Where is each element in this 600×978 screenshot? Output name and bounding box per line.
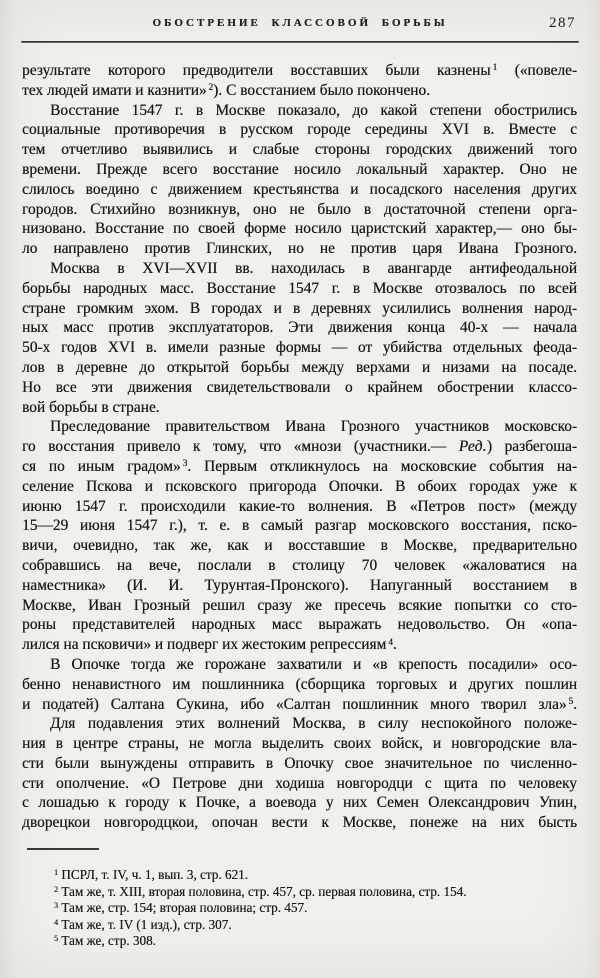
- text-line: В Опочке тогда же горожане захватили и «в крепость посадили» осо-: [50, 655, 577, 673]
- text-line: Москве, Иван Грозный решил сразу же пресечь всякие попытки со сто-: [22, 596, 577, 614]
- footnote-marker: 3: [54, 901, 58, 911]
- page-header: [22, 17, 578, 35]
- footnote-rule: [27, 848, 99, 850]
- text-line: ния в центре страны, не могла выделить своих войск, и новгородские вла-: [22, 735, 577, 753]
- footnote-marker: 4: [54, 917, 58, 927]
- footnote-line: $^2$ Там же, т. XIII, вторая половина, стр. 457, ср. первая половина, стр. 154.: [54, 883, 467, 899]
- text-line: времени. Прежде всего восстание носило локальный характер. Оно не: [22, 160, 577, 178]
- text-line: Для подавления этих волнений Москва, в силу неспокойного положе-: [50, 715, 577, 733]
- text-line: слилось воедино с движением крестьянства и посадского населения других: [22, 180, 577, 198]
- text-line: тех людей имати и казнити» $^2$). С восстанием было покончено.: [22, 81, 430, 99]
- footnote-marker: 2: [208, 82, 214, 93]
- page-number: 287: [549, 15, 576, 31]
- text-line: селение Пскова и псковского пригорода Опочки. В обоих городах уже к: [22, 477, 577, 495]
- text-line: городов. Стихийно возникнув, оно не было в достаточной степени орга-: [22, 200, 577, 218]
- text-line: тем отчетливо выявились и слабые стороны городских движений того: [22, 141, 577, 159]
- footnote-marker: 1: [492, 62, 498, 73]
- text-line: Но все эти движения свидетельствовали о крайнем обострении классо-: [22, 378, 577, 396]
- footnotes: [22, 867, 578, 950]
- italic-segment: Ред.: [458, 438, 487, 456]
- text-line: и податей) Салтана Сукина, ибо «Салтан пошлинник много творил зла» $^5$.: [22, 695, 577, 713]
- text-line: борьбы народных масс. Восстание 1547 г. в Москве отозвалось по всей: [22, 279, 577, 297]
- body-text: [22, 61, 577, 833]
- footnote-line: $^1$ ПСРЛ, т. IV, ч. 1, вып. 3, стр. 621.: [54, 867, 249, 882]
- header-rule: [21, 41, 579, 43]
- text-line: вичи, очевидно, так же, как и восставшие в Москве, предварительно: [22, 537, 577, 555]
- text-line: Преследование правительством Ивана Грозного участников московско-: [50, 418, 577, 436]
- text-line: вой борьбы в стране.: [22, 398, 160, 416]
- text-line: собравшись на вече, послали в столицу 70 человек «жаловатися на: [22, 556, 577, 574]
- footnote-line: $^5$ Там же, стр. 308.: [54, 933, 156, 949]
- text-line: сти были вынуждены отправить в Опочку свое значительное по численно-: [22, 754, 577, 772]
- text-line: наместника» (И. И. Турунтая-Пронского). Напуганный восстанием в: [22, 576, 577, 594]
- text-line: Москва в XVI—XVII вв. находилась в авангарде антифеодальной: [50, 259, 577, 277]
- text-line: социальные противоречия в русском городе середины XVI в. Вместе с: [22, 121, 577, 139]
- text-line: Восстание 1547 г. в Москве показало, до какой степени обострились: [50, 101, 577, 119]
- text-line: го восстания привело к тому, что «мнози (участники.— Ред.) разбегоша-: [22, 438, 577, 456]
- text-line: 15—29 июня 1547 г.), т. е. в самый разгар московского восстания, пско-: [22, 517, 577, 535]
- text-line: ло направлено против Глинских, но не против царя Ивана Грозного.: [22, 240, 577, 258]
- text-line: сти ополчение. «О Петрове дни ходиша новгородци с щита по человеку: [22, 774, 577, 792]
- text-line: дворецкои новгородцкои, опочан вести к Москве, понеже на них бысть: [22, 814, 577, 832]
- footnote-line: $^4$ Там же, т. IV (1 изд.), стр. 307.: [54, 916, 232, 932]
- text-line: июню 1547 г. происходили какие-то волнения. В «Петров пост» (между: [22, 497, 577, 515]
- text-line: лился на псковичи» и подверг их жестоким репрессиям $^4$.: [22, 636, 397, 654]
- text-line: ся по иным градом» $^3$. Первым откликнулось на московские события на-: [22, 457, 578, 475]
- text-line: стране громким эхом. В городах и в деревнях усилились волнения народ-: [22, 299, 577, 317]
- text-line: 50-х годов XVI в. имели разные формы — от убийства отдельных феода-: [22, 339, 577, 357]
- text-line: с лошадью к городу к Почке, а воевода у них Семен Олександрович Упин,: [22, 794, 577, 812]
- footnote-marker: 4: [388, 636, 393, 647]
- footnote-line: $^3$ Там же, стр. 154; вторая половина; стр. 457.: [54, 900, 308, 916]
- footnote-marker: 2: [54, 884, 58, 894]
- running-head: ОБОСТРЕНИЕ КЛАССОВОЙ БОРЬБЫ: [152, 17, 448, 29]
- footnote-marker: 5: [568, 695, 574, 706]
- text-line: роны представителей народных масс выражать недовольство. Он «опа-: [22, 616, 577, 634]
- footnote-marker: 5: [54, 934, 58, 944]
- text-line: бенно ненавистного им пошлинника (сборщика торговых и других пошлин: [22, 675, 577, 693]
- footnote-marker: 1: [54, 868, 58, 878]
- text-line: ных масс против эксплуататоров. Эти движения конца 40-х — начала: [22, 319, 577, 337]
- footnote-marker: 3: [182, 458, 188, 469]
- text-line: лов в деревне до открытой борьбы между верхами и низами на посаде.: [22, 358, 577, 376]
- text-line: результате которого предводители восставших были казнены $^1$ («повеле-: [22, 62, 577, 79]
- text-line: низовано. Восстание по своей форме носило царистский характер,— оно бы-: [22, 220, 577, 238]
